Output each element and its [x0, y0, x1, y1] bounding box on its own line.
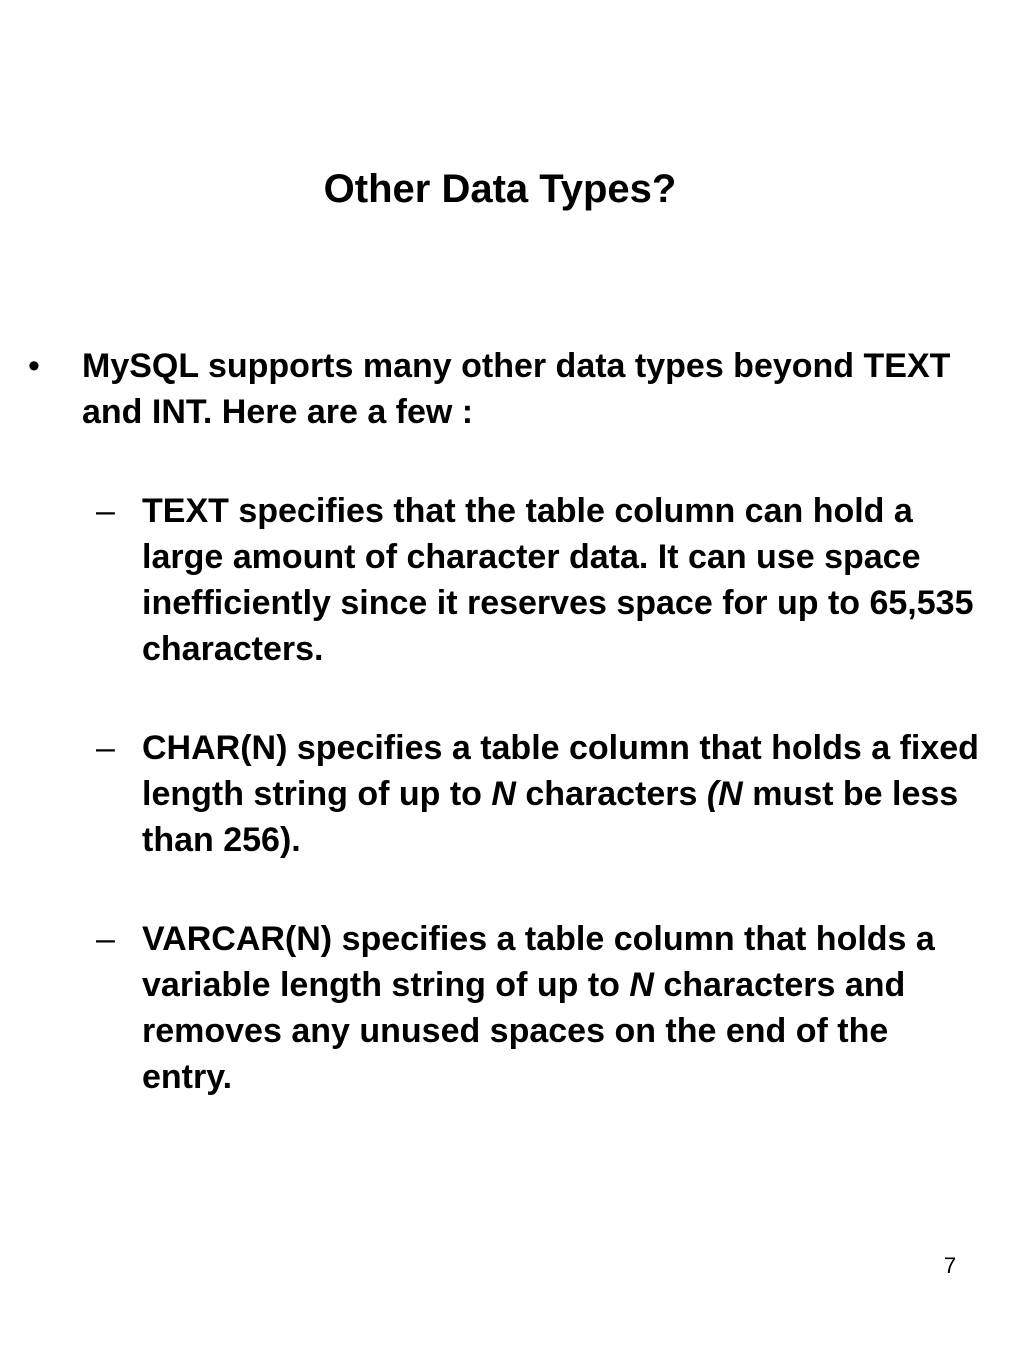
sub-item-text: [142, 916, 986, 1100]
char-italic-n: N: [491, 775, 516, 813]
sub-item-text-type: [96, 488, 986, 672]
char-text-part-c: must be less than 256).: [142, 775, 959, 859]
varchar-text-part-b: characters and removes any unused spaces on the end of the entry.: [142, 966, 906, 1096]
main-bullet: [28, 343, 988, 435]
sub-item-varchar-type: [96, 916, 986, 1100]
sub-item-char-type: [96, 725, 986, 863]
sub-item-text: TEXT specifies that the table column can hold a large amount of character data. It can use space inefficiently since it reserves space for up to 65,535 characters.: [142, 492, 974, 668]
varchar-italic-n: N: [629, 966, 654, 1004]
main-bullet-text: MySQL supports many other data types beyond TEXT and INT. Here are a few :: [82, 347, 951, 431]
char-text-part-b: characters: [515, 775, 707, 813]
bullet-marker: •: [28, 347, 40, 385]
varchar-text-part-a: VARCAR(N) specifies a table column that holds a variable length string of up to: [142, 920, 935, 1004]
dash-marker: –: [96, 920, 115, 958]
sub-item-text: [142, 725, 986, 863]
page-number: 7: [943, 1253, 957, 1278]
dash-marker: –: [96, 729, 115, 767]
char-text-part-a: CHAR(N) specifies a table column that holds a fixed length string of up to: [142, 729, 979, 813]
dash-marker: –: [96, 492, 115, 530]
char-italic-paren-n: (N: [706, 775, 743, 813]
slide-title: Other Data Types?: [323, 167, 677, 211]
